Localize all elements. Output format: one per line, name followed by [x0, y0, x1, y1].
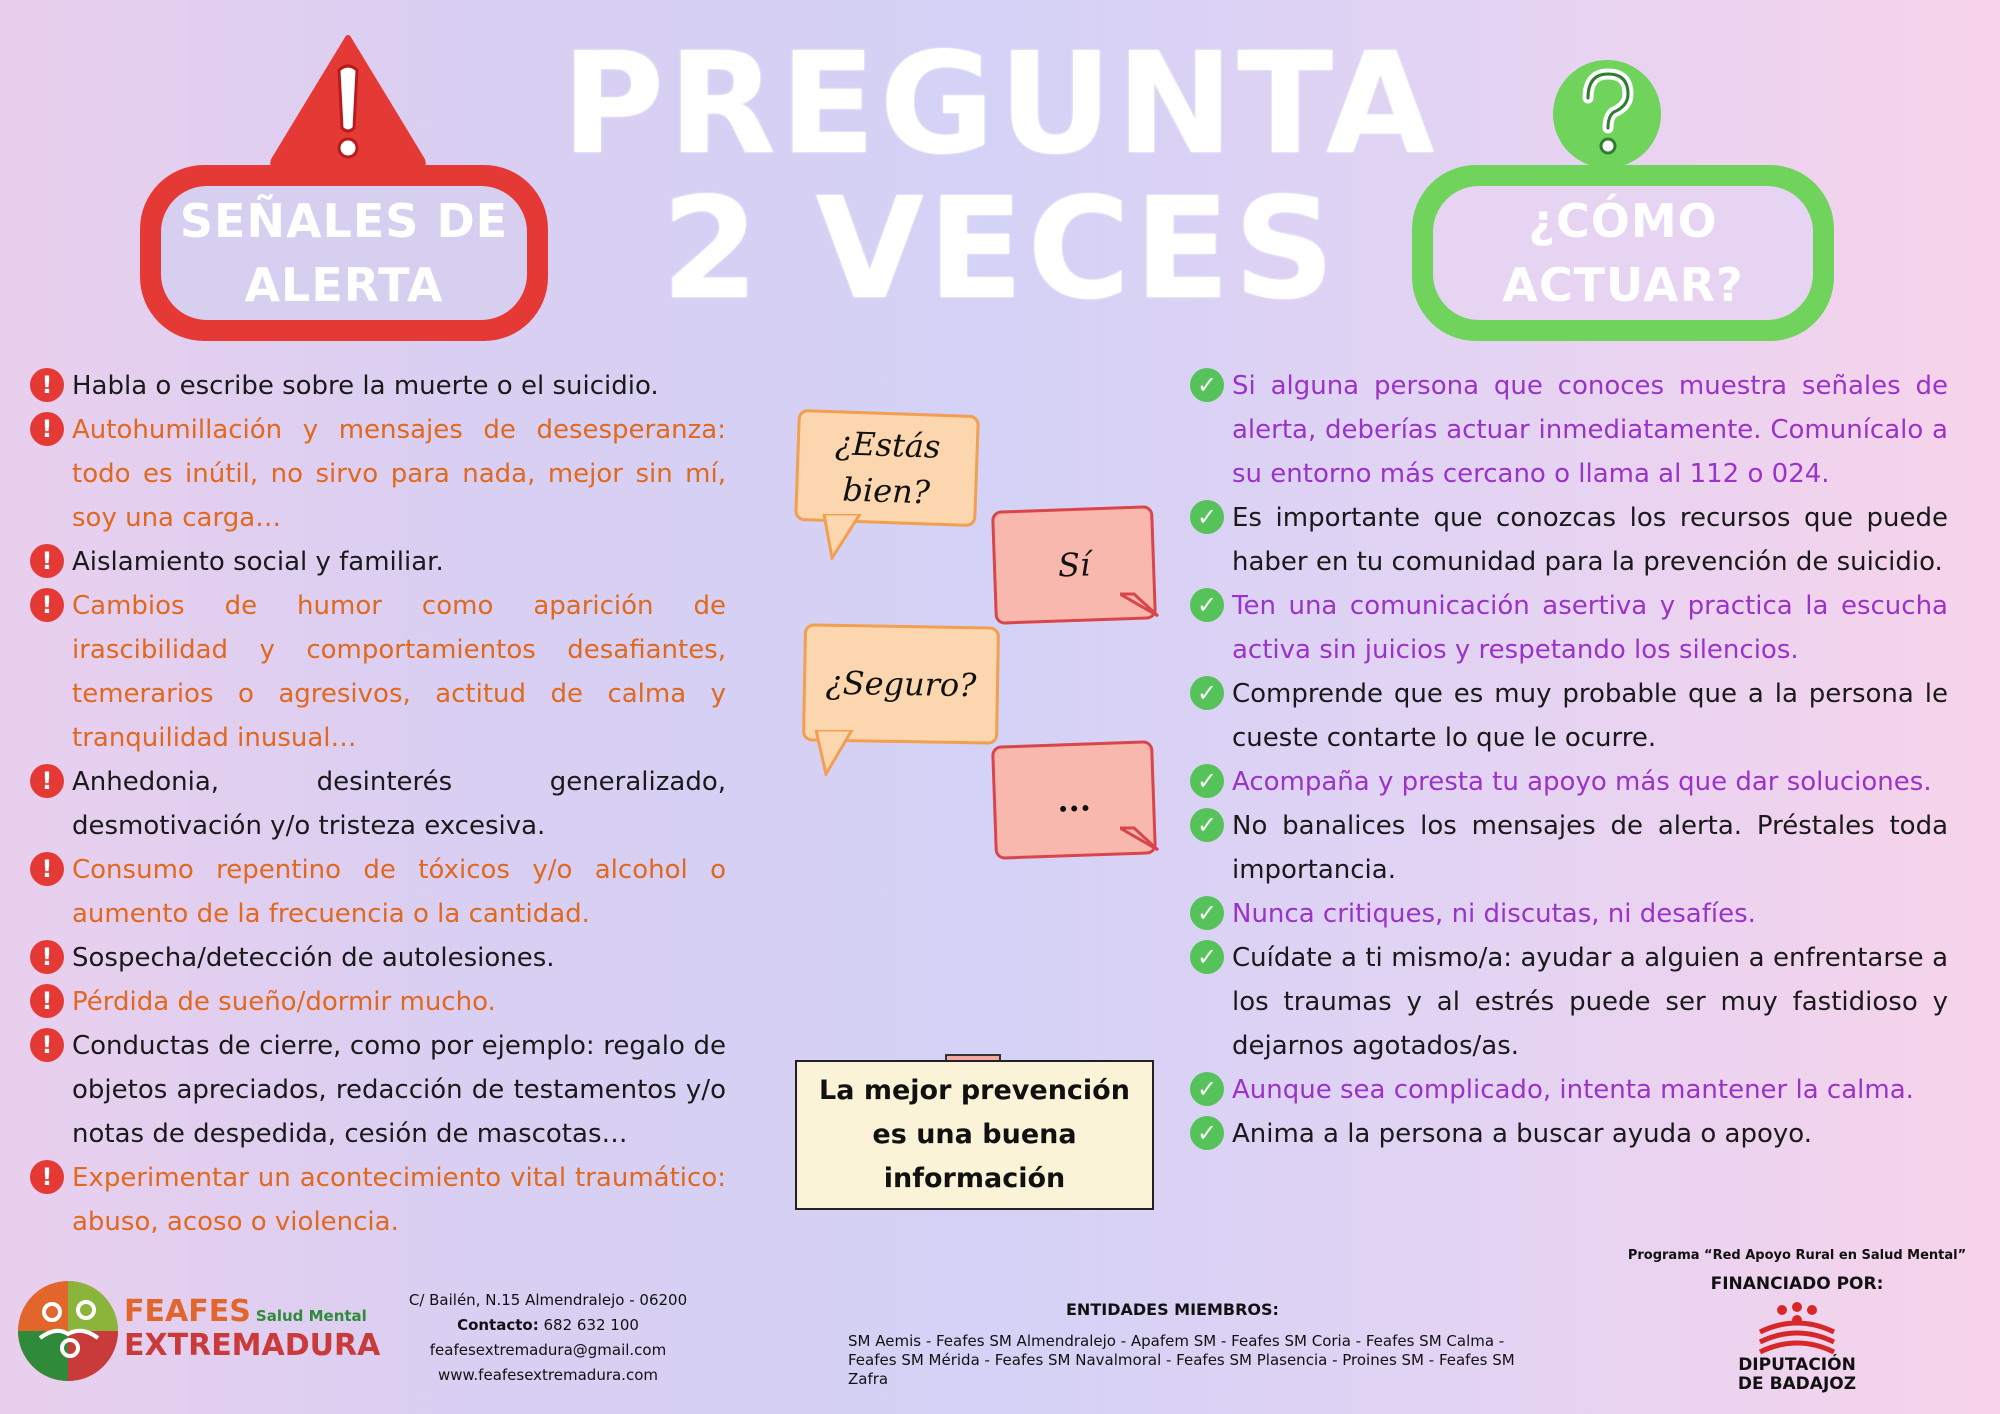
members-title: ENTIDADES MIEMBROS:	[1066, 1300, 1279, 1319]
bubble-tail-4	[1120, 826, 1160, 852]
web-link[interactable]: www.feafesextremadura.com	[437, 1366, 658, 1384]
alert-sign-item-text: Habla o escribe sobre la muerte o el suicidio.	[72, 371, 659, 401]
alert-sign-item-text: Cambios de humor como aparición de irascibilidad y comportamientos desafiantes, temerarios o agresivos, actitud de calma y tranquilidad inusual…	[72, 591, 726, 753]
check-circle-icon: ✓	[1190, 500, 1224, 534]
action-item	[1190, 364, 1948, 496]
action-item-text: Si alguna persona que conoces muestra señales de alerta, deberías actuar inmediatamente. Comunícalo a su entorno más cercano o llama al 112 o 024.	[1232, 371, 1948, 489]
alert-sign-item-text: Pérdida de sueño/dormir mucho.	[72, 987, 496, 1017]
action-item-text: Anima a la persona a buscar ayuda o apoyo.	[1232, 1119, 1812, 1149]
alert-sign-item	[30, 584, 726, 760]
action-item-text: Nunca critiques, ni discutas, ni desafíes.	[1232, 899, 1756, 929]
bubble-tail-3	[812, 730, 856, 776]
check-circle-icon: ✓	[1190, 676, 1224, 710]
speech-bubble-answer-1: Sí	[991, 505, 1157, 625]
alert-sign-item	[30, 936, 726, 980]
action-item-text: Cuídate a ti mismo/a: ayudar a alguien a enfrentarse a los traumas y al estrés puede ser muy fastidioso y dejarnos agotados/as.	[1232, 943, 1948, 1061]
exclamation-circle-icon: !	[30, 544, 64, 578]
speech-bubble-question-2: ¿Seguro?	[802, 623, 1000, 744]
exclamation-circle-icon: !	[30, 368, 64, 402]
alert-sign-item	[30, 848, 726, 936]
exclamation-circle-icon: !	[30, 984, 64, 1018]
bubble-tail-1	[822, 514, 862, 560]
diputacion-name: DIPUTACIÓN DE BADAJOZ	[1737, 1355, 1857, 1394]
action-header-box	[1412, 165, 1834, 341]
alert-sign-item-text: Autohumillación y mensajes de desesperanza: todo es inútil, no sirvo para nada, mejor sin mí, soy una carga…	[72, 415, 726, 533]
action-item	[1190, 892, 1948, 936]
action-item	[1190, 804, 1948, 892]
alert-signs-list	[30, 364, 726, 1244]
alert-header-line1: SEÑALES DE	[179, 194, 509, 248]
alert-sign-item-text: Sospecha/detección de autolesiones.	[72, 943, 555, 973]
feafes-logo-text: FEAFES Salud Mental EXTREMADURA	[124, 1294, 381, 1363]
alert-sign-item-text: Anhedonia, desinterés generalizado, desmotivación y/o tristeza excesiva.	[72, 767, 726, 841]
info-note: La mejor prevención es una buena información	[795, 1060, 1154, 1210]
alert-sign-item-text: Experimentar un acontecimiento vital traumático: abuso, acoso o violencia.	[72, 1163, 726, 1237]
alert-sign-item	[30, 408, 726, 540]
speech-bubble-answer-2: ...	[991, 740, 1157, 860]
action-item	[1190, 496, 1948, 584]
alert-sign-item	[30, 1024, 726, 1156]
alert-sign-item-text: Consumo repentino de tóxicos y/o alcohol o aumento de la frecuencia o la cantidad.	[72, 855, 726, 929]
alert-sign-item	[30, 980, 726, 1024]
action-item-text: Es importante que conozcas los recursos que puede haber en tu comunidad para la prevención de suicidio.	[1232, 503, 1948, 577]
title-line-1: PREGUNTA	[561, 23, 1439, 186]
diputacion-logo-icon	[1752, 1302, 1842, 1356]
exclamation-circle-icon: !	[30, 588, 64, 622]
check-circle-icon: ✓	[1190, 940, 1224, 974]
action-header-line1: ¿CÓMO	[1528, 194, 1718, 248]
speech-bubble-question-1: ¿Estás bien?	[794, 409, 980, 527]
check-circle-icon: ✓	[1190, 896, 1224, 930]
exclamation-circle-icon: !	[30, 852, 64, 886]
action-item	[1190, 936, 1948, 1068]
exclamation-circle-icon: !	[30, 1160, 64, 1194]
contact-block	[398, 1288, 698, 1388]
action-item-text: Comprende que es muy probable que a la persona le cueste contarte lo que le ocurre.	[1232, 679, 1948, 753]
feafes-logo-icon	[16, 1278, 120, 1384]
action-item	[1190, 760, 1948, 804]
exclamation-circle-icon: !	[30, 412, 64, 446]
alert-sign-item-text: Conductas de cierre, como por ejemplo: regalo de objetos apreciados, redacción de testamentos y/o notas de despedida, cesión de mascotas…	[72, 1031, 726, 1149]
bubble-tail-2	[1120, 592, 1160, 618]
check-circle-icon: ✓	[1190, 368, 1224, 402]
alert-sign-item	[30, 364, 726, 408]
alert-sign-item	[30, 760, 726, 848]
program-name: Programa “Red Apoyo Rural en Salud Mental”	[1627, 1248, 1967, 1263]
exclamation-circle-icon: !	[30, 1028, 64, 1062]
funded-by-label: FINANCIADO POR:	[1710, 1274, 1884, 1294]
exclamation-circle-icon: !	[30, 940, 64, 974]
action-item	[1190, 1112, 1948, 1156]
check-circle-icon: ✓	[1190, 764, 1224, 798]
action-item-text: Ten una comunicación asertiva y practica la escucha activa sin juicios y respetando los silencios.	[1232, 591, 1948, 665]
alert-sign-item	[30, 1156, 726, 1244]
check-circle-icon: ✓	[1190, 1116, 1224, 1150]
check-circle-icon: ✓	[1190, 808, 1224, 842]
alert-sign-item	[30, 540, 726, 584]
action-header-line2: ACTUAR?	[1502, 258, 1744, 312]
alert-header-box	[140, 165, 548, 341]
check-circle-icon: ✓	[1190, 588, 1224, 622]
action-item-text: No banalices los mensajes de alerta. Préstales toda importancia.	[1232, 811, 1948, 885]
address: C/ Bailén, N.15 Almendralejo - 06200	[408, 1291, 688, 1309]
warning-triangle-icon	[268, 32, 428, 174]
contact-line: Contacto: 682 632 100	[457, 1316, 639, 1334]
alert-sign-item-text: Aislamiento social y familiar.	[72, 547, 444, 577]
alert-header-line2: ALERTA	[244, 258, 444, 312]
action-item-text: Aunque sea complicado, intenta mantener la calma.	[1232, 1075, 1914, 1105]
exclamation-circle-icon: !	[30, 764, 64, 798]
question-circle-icon	[1552, 52, 1662, 180]
members-list: SM Aemis - Feafes SM Almendralejo - Apafem SM - Feafes SM Coria - Feafes SM Calma -Feafes SM Mérida - Feafes SM Navalmoral - Feafes SM Plasencia - Proines SM - Feafes SM Zafra	[848, 1332, 1515, 1388]
action-item	[1190, 672, 1948, 760]
check-circle-icon: ✓	[1190, 1072, 1224, 1106]
action-item-text: Acompaña y presta tu apoyo más que dar soluciones.	[1232, 767, 1932, 797]
title-line-2: 2 VECES	[661, 168, 1339, 331]
email-link[interactable]: feafesextremadura@gmail.com	[429, 1341, 667, 1359]
actions-list	[1190, 364, 1948, 1156]
action-item	[1190, 1068, 1948, 1112]
action-item	[1190, 584, 1948, 672]
